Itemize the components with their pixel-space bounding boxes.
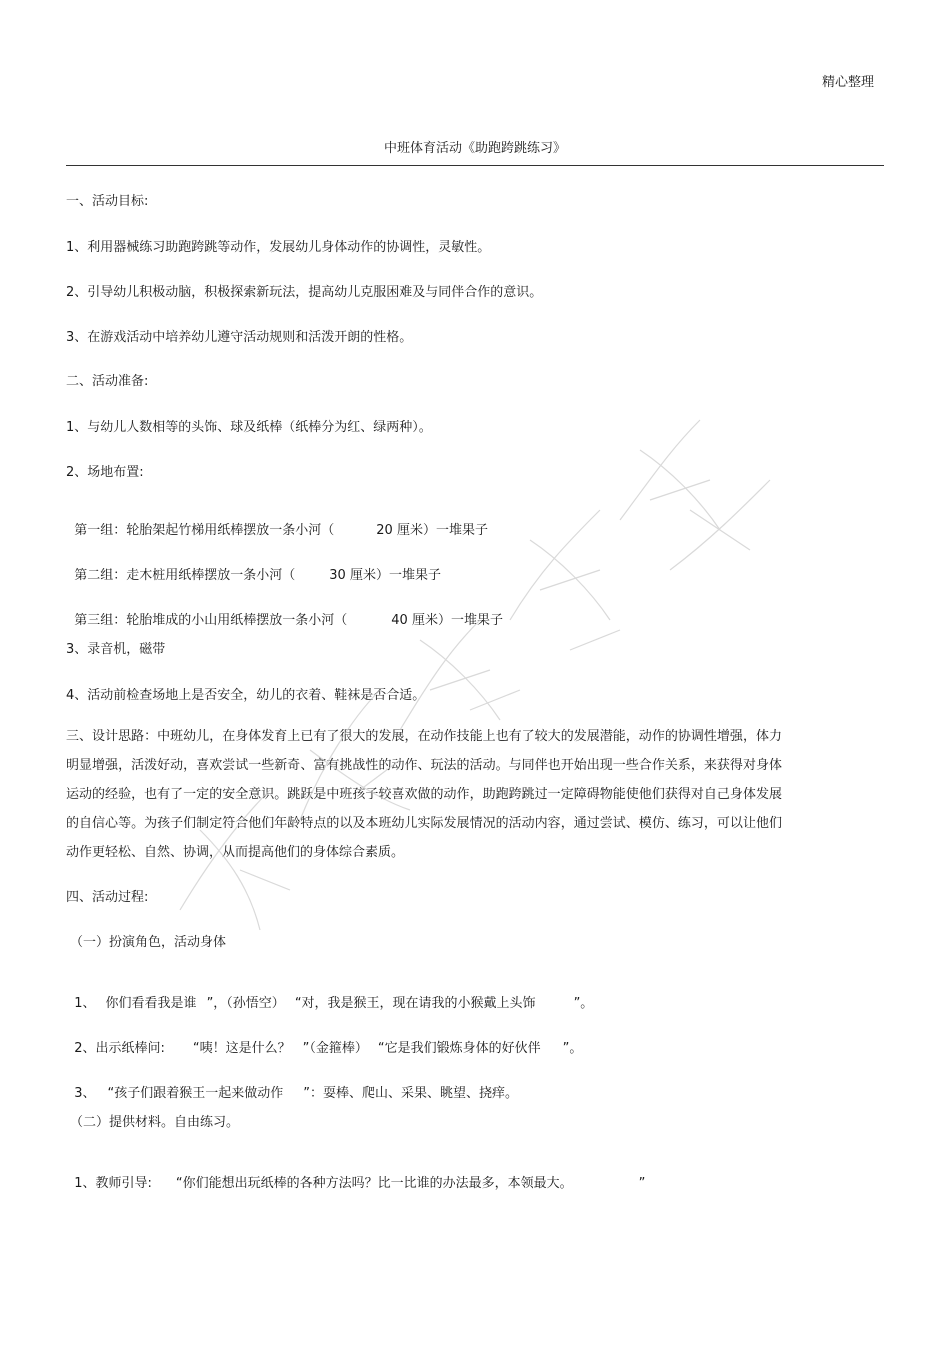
section-4-heading: 四、活动过程: <box>66 890 149 905</box>
goal-item-1: 1、利用器械练习助跑跨跳等动作，发展幼儿身体动作的协调性，灵敏性。 <box>66 240 491 255</box>
process-sub-1: （一）扮演角色，活动身体 <box>70 935 227 950</box>
goal-item-3: 3、在游戏活动中培养幼儿遵守活动规则和活泼开朗的性格。 <box>66 330 413 345</box>
document-title: 中班体育活动《助跑跨跳练习》 <box>383 141 566 156</box>
group-1-desc: 第一组：轮胎架起竹梯用纸棒摆放一条小河（ <box>74 523 335 538</box>
process-line-3-speech: “孩子们跟着猴王一起来做动作 <box>107 1086 284 1101</box>
prep-item-1: 1、与幼儿人数相等的头饰、球及纸棒（纸棒分为红、绿两种）。 <box>66 420 432 435</box>
process-line-2-question: “咦！这是什么？ <box>192 1041 291 1056</box>
process-line-4-lead: 1、教师引导: <box>74 1176 152 1191</box>
prep-item-2: 2、场地布置: <box>66 465 144 480</box>
section-1-heading: 一、活动目标: <box>66 194 149 209</box>
process-line-1-speech: “对，我是猴王，现在请我的小猴戴上头饰 <box>294 996 536 1011</box>
goal-item-2: 2、引导幼儿积极动脑，积极探索新玩法，提高幼儿克服困难及与同伴合作的意识。 <box>66 285 543 300</box>
process-line-2-speech: “它是我们锻炼身体的好伙伴 <box>377 1041 541 1056</box>
process-line-1 <box>66 980 593 1012</box>
process-line-4-end: ” <box>638 1176 646 1191</box>
page-header-note: 精心整理 <box>821 75 874 90</box>
process-line-1-end: ”。 <box>573 996 594 1011</box>
process-line-1-quote: 你们看看我是谁 <box>105 996 197 1011</box>
process-line-2-answer: ”（金箍棒） <box>302 1041 368 1056</box>
process-line-4-speech: “你们能想出玩纸棒的各种方法吗？比一比谁的办法最多，本领最大。 <box>175 1176 573 1191</box>
group-3-measure: 40 厘米）一堆果子 <box>391 613 503 628</box>
watermark-graphic <box>150 390 800 950</box>
process-line-1-answer: ”，（孙悟空） <box>206 996 285 1011</box>
prep-item-3: 3、录音机，磁带 <box>66 642 166 657</box>
section-2-heading: 二、活动准备: <box>66 374 149 389</box>
process-line-4 <box>66 1160 645 1192</box>
design-idea-paragraph: 三、设计思路：中班幼儿，在身体发育上已有了很大的发展，在动作技能上也有了较大的发展潜能，动作的协调性增强，体力明显增强，活泼好动，喜欢尝试一些新奇、富有挑战性的动作、玩法的活动。与同伴也开始出现一些合作关系，来获得对身体运动的经验，也有了一定的安全意识。跳跃是中班孩子较喜欢做的动作，助跑跨跳过一定障碍物能使他们获得对自己身体发展的自信心等。为孩子们制定符合他们年龄特点的以及本班幼儿实际发展情况的活动内容，通过尝试、模仿、练习，可以让他们动作更轻松、自然、协调，从而提高他们的身体综合素质。 <box>66 729 782 860</box>
process-line-3-actions: ”：耍棒、爬山、采果、眺望、挠痒。 <box>303 1086 519 1101</box>
title-divider <box>66 165 884 166</box>
process-line-3-num: 3、 <box>74 1086 96 1101</box>
process-line-2-end: ”。 <box>562 1041 583 1056</box>
process-line-2 <box>66 1025 582 1057</box>
prep-item-4: 4、活动前检查场地上是否安全，幼儿的衣着、鞋袜是否合适。 <box>66 688 426 703</box>
process-line-1-num: 1、 <box>74 996 96 1011</box>
process-line-2-lead: 2、出示纸棒问: <box>74 1041 165 1056</box>
group-3-desc: 第三组：轮胎堆成的小山用纸棒摆放一条小河（ <box>74 613 348 628</box>
process-line-3 <box>66 1070 518 1102</box>
process-sub-2: （二）提供材料。自由练习。 <box>70 1115 240 1130</box>
group-2-desc: 第二组：走木桩用纸棒摆放一条小河（ <box>74 568 296 583</box>
group-1-measure: 20 厘米）一堆果子 <box>376 523 488 538</box>
group-2-measure: 30 厘米）一堆果子 <box>329 568 441 583</box>
